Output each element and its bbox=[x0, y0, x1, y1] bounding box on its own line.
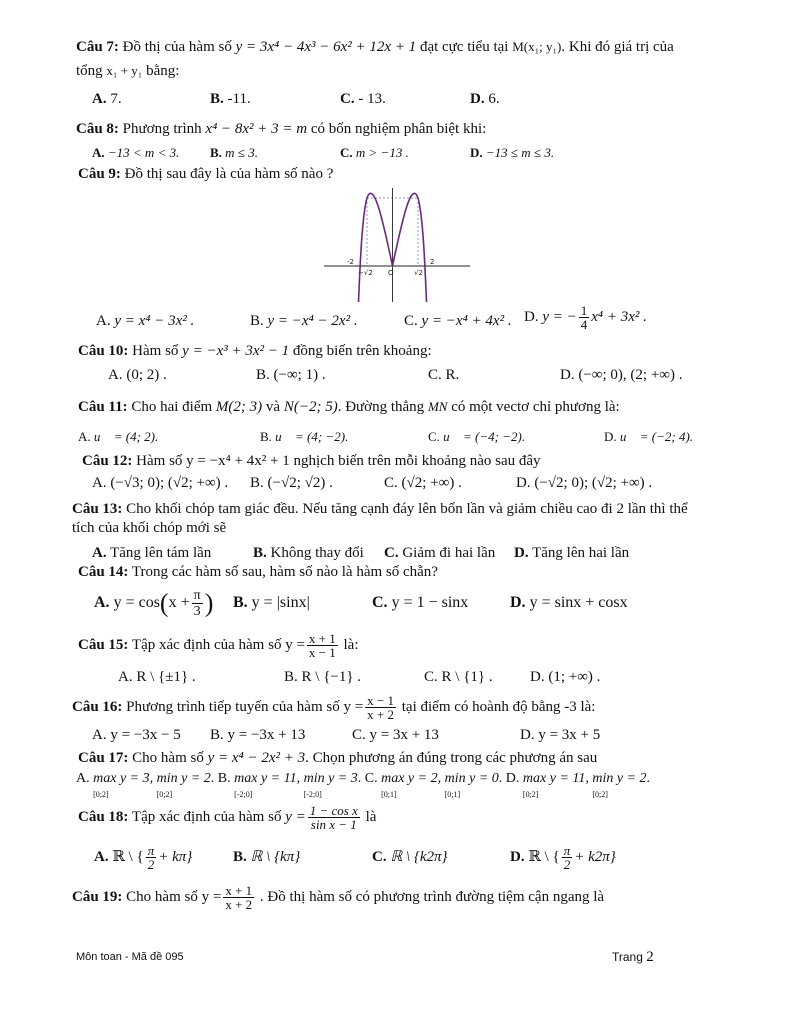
option-letter: A. bbox=[118, 669, 133, 685]
q13-option-a[interactable] bbox=[92, 544, 211, 562]
option-text-a: y = cos bbox=[113, 594, 160, 611]
q11-text-c: có một vectơ chỉ phương là: bbox=[451, 399, 620, 415]
q19-lhs: y = bbox=[201, 889, 222, 905]
option-text: (√2; +∞) . bbox=[401, 475, 462, 491]
fraction-denominator: 2 bbox=[563, 857, 571, 873]
min-interval: [0;2] bbox=[592, 790, 608, 799]
q11-point-n: N(−2; 5) bbox=[283, 399, 338, 415]
q11-label: Câu 11: bbox=[78, 399, 128, 415]
option-max bbox=[93, 771, 154, 799]
option-text: u⃗ = (4; −2). bbox=[275, 429, 349, 444]
q8-option-c[interactable] bbox=[340, 144, 409, 162]
option-pre: ℝ \ { bbox=[112, 849, 144, 865]
footer-page-number: 2 bbox=[646, 949, 654, 965]
q13-text-line1: Cho khối chóp tam giác đều. Nếu tăng cạnh đáy lên bốn lần và giảm chiều cao đi 2 lần thì thể bbox=[126, 501, 688, 517]
q18-option-a[interactable] bbox=[94, 840, 192, 874]
q11-option-b[interactable] bbox=[260, 428, 348, 446]
q18-option-b[interactable] bbox=[233, 848, 300, 866]
option-letter: A. bbox=[78, 429, 91, 444]
option-letter: D. bbox=[514, 545, 529, 561]
min-interval: [0;2] bbox=[156, 790, 173, 799]
q7-line1 bbox=[76, 38, 674, 56]
fraction-numerator: π bbox=[563, 843, 571, 859]
q17-expr: y = x⁴ − 2x² + 3 bbox=[207, 750, 306, 766]
q13-option-b[interactable] bbox=[253, 544, 364, 562]
option-letter: D. bbox=[524, 308, 539, 325]
q7-option-b[interactable] bbox=[210, 90, 251, 108]
fraction-numerator: 1 bbox=[580, 303, 588, 318]
q15-option-b[interactable] bbox=[284, 668, 361, 686]
graph-label-origin: O bbox=[388, 269, 394, 277]
option-text: Tăng lên tám lần bbox=[110, 545, 212, 561]
fraction bbox=[579, 304, 590, 331]
q11-point-m: M(2; 3) bbox=[215, 399, 263, 415]
option-letter: C. bbox=[340, 145, 353, 160]
q18-lhs: y = bbox=[285, 809, 306, 825]
fraction bbox=[308, 804, 360, 831]
q11-option-a[interactable] bbox=[78, 428, 158, 446]
footer-page-label: Trang bbox=[612, 950, 643, 964]
option-text: ℝ \ {k2π} bbox=[390, 849, 448, 865]
option-text: R. bbox=[445, 367, 460, 383]
q16-lhs: y = bbox=[343, 699, 364, 715]
q17-option-a[interactable] bbox=[76, 771, 231, 799]
q14-option-d[interactable] bbox=[510, 594, 628, 612]
q9-line1 bbox=[78, 165, 333, 183]
q13-line2 bbox=[72, 519, 226, 537]
fraction-denominator: sin x − 1 bbox=[310, 817, 357, 833]
option-end: . B. bbox=[210, 771, 231, 786]
option-text: R \ {±1} . bbox=[136, 669, 196, 685]
graph-label-pos2: 2 bbox=[430, 258, 435, 266]
fraction-denominator: x + 2 bbox=[225, 897, 253, 913]
q14-text: Trong các hàm số sau, hàm số nào là hàm số chẵn? bbox=[131, 564, 438, 580]
q12-line1 bbox=[82, 452, 541, 470]
option-letter: D. bbox=[510, 594, 526, 611]
option-text: y = sinx + cosx bbox=[529, 594, 628, 611]
option-letter: C. bbox=[340, 91, 355, 107]
max-expr: max y = 11, bbox=[234, 771, 301, 786]
paren-left: ( bbox=[159, 588, 169, 618]
fraction-denominator: x − 1 bbox=[308, 645, 336, 661]
q16-option-a[interactable] bbox=[92, 726, 181, 744]
option-letter: A. bbox=[92, 475, 107, 491]
q16-option-d[interactable] bbox=[520, 726, 600, 744]
option-letter: C. bbox=[352, 727, 366, 743]
option-text: - 13. bbox=[358, 91, 386, 107]
option-max bbox=[381, 771, 442, 799]
q19-text-b: . Đồ thị hàm số có phương trình đường tiệm cận ngang là bbox=[259, 889, 605, 905]
option-letter: B. bbox=[210, 91, 224, 107]
q19-line1 bbox=[72, 880, 604, 914]
q15-option-d[interactable] bbox=[530, 668, 600, 686]
option-text: -11. bbox=[227, 91, 251, 107]
option-text: y = 3x + 5 bbox=[538, 727, 601, 743]
option-text: Không thay đổi bbox=[270, 545, 364, 561]
q16-label: Câu 16: bbox=[72, 699, 123, 715]
option-text: m > −13 . bbox=[355, 145, 409, 160]
graph-label-neg-sqrt2: −√2 bbox=[358, 269, 373, 277]
fraction-numerator: 1 − cos x bbox=[309, 803, 358, 819]
q13-text-line2: tích của khối chóp mới sẽ bbox=[72, 520, 227, 536]
q7-option-a[interactable] bbox=[92, 90, 122, 108]
q14-option-a[interactable] bbox=[94, 585, 213, 621]
option-text: (−√2; 0); (√2; +∞) . bbox=[534, 475, 653, 491]
q8-text-b: có bốn nghiệm phân biệt khi: bbox=[310, 121, 487, 137]
q7-line2 bbox=[76, 62, 179, 80]
q8-label: Câu 8: bbox=[76, 121, 119, 137]
option-letter: C. bbox=[424, 669, 438, 685]
option-text: Giảm đi hai lần bbox=[402, 545, 496, 561]
option-letter: C. bbox=[384, 475, 398, 491]
option-letter: B. bbox=[233, 849, 247, 865]
fraction-denominator: 2 bbox=[147, 857, 155, 873]
q16-line1 bbox=[72, 690, 595, 724]
q13-label: Câu 13: bbox=[72, 501, 123, 517]
q18-option-d[interactable] bbox=[510, 840, 616, 874]
option-pre: ℝ \ { bbox=[528, 849, 560, 865]
option-text: y = x⁴ − 3x² . bbox=[114, 313, 195, 329]
q16-text-b: tại điểm có hoành độ bằng -3 là: bbox=[401, 699, 596, 715]
option-letter: C. bbox=[372, 849, 387, 865]
option-letter: C. bbox=[428, 429, 440, 444]
fraction-denominator: 4 bbox=[580, 317, 588, 332]
option-end: . D. bbox=[498, 771, 520, 786]
option-text: y = −3x + 13 bbox=[227, 727, 306, 743]
option-text: (−√3; 0); (√2; +∞) . bbox=[110, 475, 229, 491]
q16-option-b[interactable] bbox=[210, 726, 305, 744]
q10-option-b[interactable] bbox=[256, 366, 326, 384]
option-letter: D. bbox=[560, 367, 575, 383]
q9-label: Câu 9: bbox=[78, 166, 121, 182]
option-text: 7. bbox=[110, 91, 122, 107]
option-letter: B. bbox=[210, 727, 224, 743]
option-post: + k2π} bbox=[574, 849, 616, 865]
fraction bbox=[307, 632, 338, 659]
q18-option-c[interactable] bbox=[372, 848, 448, 866]
max-expr: max y = 3, bbox=[93, 771, 154, 786]
q17-option-b[interactable] bbox=[234, 771, 378, 799]
fraction bbox=[146, 844, 157, 871]
q8-text-a: Phương trình bbox=[122, 121, 202, 137]
q12-text-a: Hàm số bbox=[136, 453, 183, 469]
q7-line2-a: tổng bbox=[76, 63, 103, 79]
max-interval: [0;2] bbox=[522, 790, 539, 799]
q10-text-b: đồng biến trên khoảng: bbox=[292, 343, 432, 359]
option-letter: A. bbox=[94, 594, 110, 611]
fraction bbox=[365, 694, 396, 721]
q11-option-c[interactable] bbox=[428, 428, 525, 446]
option-min bbox=[444, 771, 499, 799]
q9-option-b[interactable] bbox=[250, 312, 358, 330]
q16-text-a: Phương trình tiếp tuyến của hàm số bbox=[126, 699, 340, 715]
option-letter: B. bbox=[256, 367, 270, 383]
q8-option-a[interactable] bbox=[92, 144, 179, 162]
q12-expr: y = −x⁴ + 4x² + 1 bbox=[186, 453, 290, 469]
q14-option-c[interactable] bbox=[372, 594, 468, 612]
min-expr: min y = 2 bbox=[156, 771, 211, 786]
q10-line1 bbox=[78, 342, 432, 360]
q17-text-b: . Chọn phương án đúng trong các phương án sau bbox=[305, 750, 598, 766]
fraction-numerator: π bbox=[193, 587, 201, 603]
option-letter: D. bbox=[520, 727, 535, 743]
option-text-a: y = − bbox=[542, 308, 577, 325]
q7-expr: y = 3x⁴ − 4x³ − 6x² + 12x + 1 bbox=[235, 39, 417, 55]
q17-option-c[interactable] bbox=[381, 771, 520, 799]
q8-option-b[interactable] bbox=[210, 144, 258, 162]
option-min bbox=[156, 771, 211, 799]
q17-option-d[interactable] bbox=[522, 771, 651, 799]
q12-option-c[interactable] bbox=[384, 474, 462, 492]
min-expr: min y = 0 bbox=[444, 771, 499, 786]
option-letter: C. bbox=[428, 367, 442, 383]
option-text: y = |sinx| bbox=[251, 594, 310, 611]
option-max bbox=[234, 771, 301, 799]
option-letter: A. bbox=[92, 145, 105, 160]
option-letter: B. bbox=[284, 669, 298, 685]
max-interval: [0;1] bbox=[381, 790, 397, 799]
graph-label-neg2: -2 bbox=[347, 258, 354, 266]
option-letter: D. bbox=[470, 91, 485, 107]
q12-option-a[interactable] bbox=[92, 474, 228, 492]
q7-option-d[interactable] bbox=[470, 90, 500, 108]
option-letter: A. bbox=[94, 849, 109, 865]
option-letter: A. bbox=[96, 313, 111, 329]
fraction-numerator: x + 1 bbox=[225, 883, 253, 899]
q12-text-b: nghịch biến trên mỗi khoảng nào sau đây bbox=[293, 453, 541, 469]
q18-label: Câu 18: bbox=[78, 809, 129, 825]
paren-right: ) bbox=[204, 588, 214, 618]
q8-line1 bbox=[76, 120, 486, 138]
option-letter: B. bbox=[260, 429, 272, 444]
option-text: u⃗ = (−4; −2). bbox=[443, 429, 526, 444]
q7-text-b: đạt cực tiểu tại bbox=[419, 39, 509, 55]
q9-option-c[interactable] bbox=[404, 312, 512, 330]
q11-option-d[interactable] bbox=[604, 428, 693, 446]
q11-line1 bbox=[78, 398, 620, 416]
q10-option-c[interactable] bbox=[428, 366, 459, 384]
footer-exam-code: Môn toan - Mã đề 095 bbox=[76, 951, 184, 963]
q11-text-b: . Đường thẳng bbox=[337, 399, 425, 415]
option-text: −13 < m < 3. bbox=[107, 145, 180, 160]
q15-label: Câu 15: bbox=[78, 637, 129, 653]
q13-option-d[interactable] bbox=[514, 544, 629, 562]
fraction-numerator: π bbox=[147, 843, 155, 859]
option-text: 6. bbox=[488, 91, 500, 107]
option-letter: D. bbox=[516, 475, 531, 491]
q10-option-a[interactable] bbox=[108, 366, 167, 384]
q19-text-a: Cho hàm số bbox=[126, 889, 198, 905]
q17-text-a: Cho hàm số bbox=[132, 750, 204, 766]
option-letter: B. bbox=[250, 475, 264, 491]
q9-option-a[interactable] bbox=[96, 312, 194, 330]
option-text: u⃗ = (−2; 4). bbox=[619, 429, 694, 444]
q7-text-c: . Khi đó giá trị của bbox=[561, 39, 674, 55]
max-interval: [0;2] bbox=[93, 790, 109, 799]
option-text: R \ {1} . bbox=[441, 669, 493, 685]
q11-and: và bbox=[265, 399, 281, 415]
q9-option-d[interactable] bbox=[524, 304, 647, 331]
min-interval: [-2;0] bbox=[303, 790, 322, 799]
q13-line1 bbox=[72, 500, 688, 518]
q14-option-b[interactable] bbox=[233, 594, 310, 612]
q7-point: M(x₁; y₁) bbox=[512, 39, 562, 54]
option-letter: B. bbox=[253, 545, 267, 561]
option-letter: A. bbox=[108, 367, 123, 383]
option-letter: B. bbox=[250, 313, 264, 329]
option-letter: B. bbox=[210, 145, 222, 160]
q9-text: Đồ thị sau đây là của hàm số nào ? bbox=[124, 166, 334, 182]
q11-line-mn: MN bbox=[427, 399, 448, 414]
fraction-denominator: x + 2 bbox=[367, 707, 395, 723]
q15-text-b: là: bbox=[343, 637, 359, 653]
q15-text-a: Tập xác định của hàm số bbox=[131, 637, 282, 653]
fraction bbox=[562, 844, 573, 871]
q10-text-a: Hàm số bbox=[132, 343, 179, 359]
option-text: (−∞; 1) . bbox=[273, 367, 326, 383]
option-letter: B. bbox=[233, 594, 248, 611]
option-letter: C. bbox=[404, 313, 418, 329]
q18-text-b: là bbox=[365, 809, 377, 825]
option-letter: A. bbox=[92, 727, 107, 743]
fraction-denominator: 3 bbox=[193, 603, 201, 619]
q8-expr: x⁴ − 8x² + 3 = m bbox=[205, 121, 308, 137]
max-interval: [-2;0] bbox=[234, 790, 253, 799]
option-text: (0; 2) . bbox=[126, 367, 167, 383]
fraction-numerator: x − 1 bbox=[367, 693, 395, 709]
fraction bbox=[223, 884, 254, 911]
option-letter: D. bbox=[530, 669, 545, 685]
option-end: . C. bbox=[357, 771, 378, 786]
option-text: −13 ≤ m ≤ 3. bbox=[485, 145, 555, 160]
max-expr: max y = 2, bbox=[381, 771, 442, 786]
option-letter: C. bbox=[384, 545, 399, 561]
option-text: (1; +∞) . bbox=[548, 669, 601, 685]
q18-text-a: Tập xác định của hàm số bbox=[131, 809, 282, 825]
q17-label: Câu 17: bbox=[78, 750, 129, 766]
max-expr: max y = 11, bbox=[522, 771, 589, 786]
q12-label: Câu 12: bbox=[82, 453, 133, 469]
q10-label: Câu 10: bbox=[78, 343, 129, 359]
q14-line1 bbox=[78, 563, 438, 581]
option-letter: C. bbox=[372, 594, 388, 611]
option-letter: D. bbox=[470, 145, 483, 160]
option-letter: A. bbox=[92, 545, 107, 561]
q7-line2-b: bằng: bbox=[146, 63, 180, 79]
q10-expr: y = −x³ + 3x² − 1 bbox=[182, 343, 290, 359]
option-min bbox=[303, 771, 358, 799]
q18-line1 bbox=[78, 800, 376, 834]
option-text: y = −3x − 5 bbox=[110, 727, 181, 743]
q7-label: Câu 7: bbox=[76, 39, 119, 55]
option-text: m ≤ 3. bbox=[225, 145, 258, 160]
min-interval: [0;1] bbox=[444, 790, 461, 799]
q17-options-line bbox=[76, 770, 651, 799]
option-text: y = 1 − sinx bbox=[391, 594, 469, 611]
q15-option-c[interactable] bbox=[424, 668, 493, 686]
q12-option-b[interactable] bbox=[250, 474, 333, 492]
option-letter: D. bbox=[510, 849, 525, 865]
q10-option-d[interactable] bbox=[560, 366, 682, 384]
option-text: u⃗ = (4; 2). bbox=[93, 429, 159, 444]
option-text-b: x⁴ + 3x² . bbox=[591, 308, 647, 325]
option-post: + kπ} bbox=[158, 849, 193, 865]
fraction-numerator: x + 1 bbox=[308, 631, 336, 647]
q11-text-a: Cho hai điểm bbox=[131, 399, 213, 415]
option-max bbox=[522, 771, 589, 799]
q12-option-d[interactable] bbox=[516, 474, 652, 492]
q8-option-d[interactable] bbox=[470, 144, 554, 162]
option-end: . bbox=[646, 771, 651, 786]
option-text: y = −x⁴ − 2x² . bbox=[267, 313, 358, 329]
q13-option-c[interactable] bbox=[384, 544, 495, 562]
option-text: ℝ \ {kπ} bbox=[250, 849, 301, 865]
q17-line1 bbox=[78, 749, 597, 767]
q19-label: Câu 19: bbox=[72, 889, 123, 905]
option-text: y = −x⁴ + 4x² . bbox=[421, 313, 512, 329]
option-letter: A. bbox=[92, 91, 107, 107]
q7-sum: x₁ + y₁ bbox=[106, 63, 143, 78]
q15-line1 bbox=[78, 628, 359, 662]
graph-label-pos-sqrt2: √2 bbox=[414, 269, 423, 277]
option-inner: x + bbox=[168, 594, 190, 611]
min-expr: min y = 2 bbox=[592, 771, 647, 786]
option-letter: D. bbox=[604, 429, 617, 444]
q15-lhs: y = bbox=[285, 637, 305, 653]
option-text: R \ {−1} . bbox=[301, 669, 362, 685]
q16-option-c[interactable] bbox=[352, 726, 439, 744]
q7-text-a: Đồ thị của hàm số bbox=[122, 39, 232, 55]
option-text: y = 3x + 13 bbox=[369, 727, 439, 743]
option-text: (−√2; √2) . bbox=[267, 475, 333, 491]
option-text: (−∞; 0), (2; +∞) . bbox=[578, 367, 683, 383]
q15-option-a[interactable] bbox=[118, 668, 196, 686]
q14-label: Câu 14: bbox=[78, 564, 129, 580]
option-letter: A. bbox=[76, 771, 90, 786]
min-expr: min y = 3 bbox=[303, 771, 358, 786]
fraction bbox=[192, 588, 203, 619]
option-text: Tăng lên hai lần bbox=[532, 545, 630, 561]
q9-function-graph bbox=[322, 186, 472, 306]
q7-option-c[interactable] bbox=[340, 90, 386, 108]
footer-page bbox=[612, 949, 654, 966]
option-min bbox=[592, 771, 647, 799]
